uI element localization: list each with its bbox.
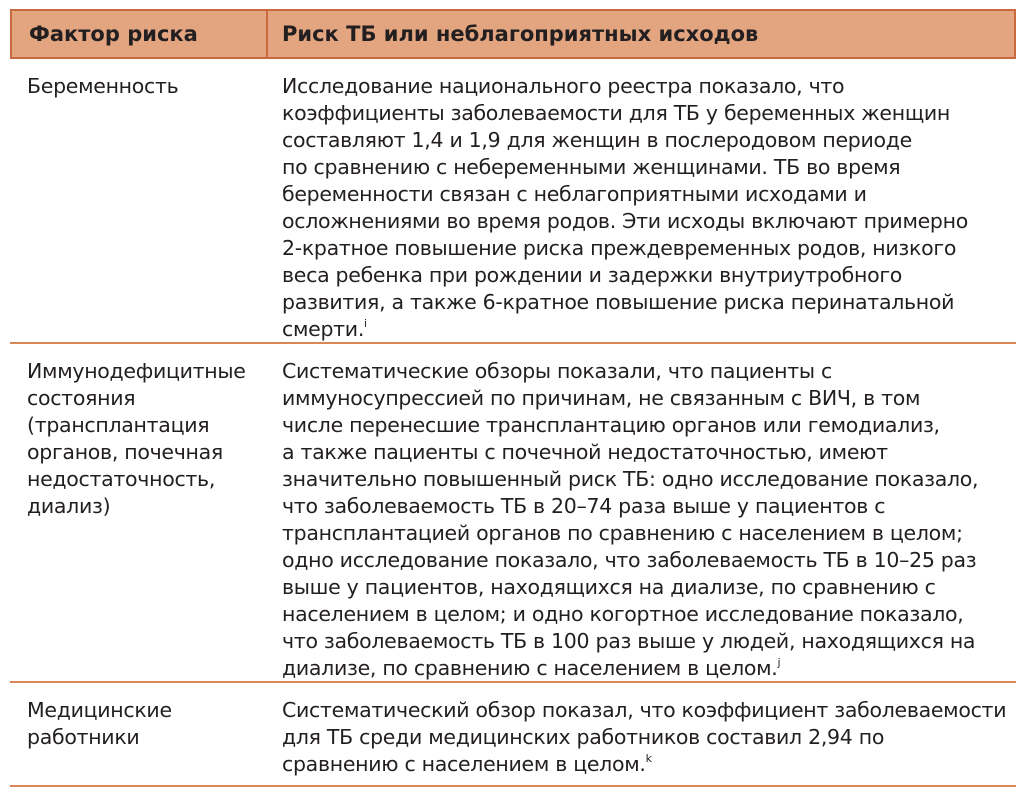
- risk-cell: [282, 73, 1012, 343]
- risk-line: значительно повышенный риск ТБ: одно исследование показало,: [282, 467, 979, 491]
- risk-line: составляют 1,4 и 1,9 для женщин в послеродовом периоде: [282, 128, 912, 152]
- factor-line: органов, почечная: [27, 440, 223, 464]
- risk-line: трансплантацией органов по сравнению с населением в целом;: [282, 521, 963, 545]
- risk-line: одно исследование показало, что заболеваемость ТБ в 10–25 раз: [282, 548, 977, 572]
- risk-line-text: сравнению с населением в целом.: [282, 752, 646, 776]
- risk-line-last: [282, 316, 1012, 343]
- header-risk: Риск ТБ или неблагоприятных исходов: [282, 22, 759, 46]
- factor-cell: [27, 358, 262, 520]
- risk-line: для ТБ среди медицинских работников составил 2,94 по: [282, 725, 885, 749]
- risk-line: коэффициенты заболеваемости для ТБ у беременных женщин: [282, 101, 950, 125]
- table-row: [10, 59, 1016, 344]
- footnote-marker: j: [777, 656, 781, 669]
- table-row: [10, 683, 1016, 787]
- header-factor: Фактор риска: [29, 22, 198, 46]
- risk-line: что заболеваемость ТБ в 20–74 раза выше у пациентов с: [282, 494, 886, 518]
- risk-line: а также пациенты с почечной недостаточностью, имеют: [282, 440, 888, 464]
- table-row: [10, 344, 1016, 683]
- factor-line: состояния: [27, 386, 136, 410]
- risk-line: веса ребенка при рождении и задержки внутриутробного: [282, 263, 903, 287]
- factor-line: Беременность: [27, 74, 179, 98]
- risk-line: Систематический обзор показал, что коэффициент заболеваемости: [282, 698, 1007, 722]
- table-header: [10, 9, 1016, 59]
- risk-line: что заболеваемость ТБ в 100 раз выше у людей, находящихся на: [282, 629, 976, 653]
- risk-cell: [282, 358, 1012, 682]
- risk-line: развития, а также 6-кратное повышение риска перинатальной: [282, 290, 955, 314]
- factor-line: недостаточность,: [27, 467, 216, 491]
- risk-line-last: [282, 655, 1012, 682]
- risk-line: выше у пациентов, находящихся на диализе, по сравнению с: [282, 575, 936, 599]
- factor-line: (трансплантация: [27, 413, 210, 437]
- factor-cell: [27, 73, 262, 100]
- risk-line: по сравнению с небеременными женщинами. ТБ во время: [282, 155, 901, 179]
- risk-line-last: [282, 751, 1012, 778]
- factor-line: диализ): [27, 494, 111, 518]
- header-divider: [266, 11, 268, 57]
- risk-cell: [282, 697, 1012, 778]
- risk-factor-table: [10, 9, 1016, 787]
- risk-line-text: диализе, по сравнению с населением в целом.: [282, 656, 778, 680]
- footnote-marker: k: [645, 752, 652, 765]
- factor-line: Медицинские: [27, 698, 172, 722]
- footnote-marker: i: [364, 317, 367, 330]
- factor-cell: [27, 697, 262, 751]
- risk-line: Исследование национального реестра показало, что: [282, 74, 845, 98]
- risk-line: беременности связан с неблагоприятными исходами и: [282, 182, 867, 206]
- risk-line: иммуносупрессией по причинам, не связанным с ВИЧ, в том: [282, 386, 921, 410]
- factor-line: работники: [27, 725, 140, 749]
- risk-line: 2-кратное повышение риска преждевременных родов, низкого: [282, 236, 957, 260]
- risk-line: осложнениями во время родов. Эти исходы включают примерно: [282, 209, 968, 233]
- risk-line-text: смерти.: [282, 317, 365, 341]
- risk-line: числе перенесшие трансплантацию органов или гемодиализ,: [282, 413, 940, 437]
- risk-line: Систематические обзоры показали, что пациенты с: [282, 359, 832, 383]
- factor-line: Иммунодефицитные: [27, 359, 246, 383]
- risk-line: населением в целом; и одно когортное исследование показало,: [282, 602, 964, 626]
